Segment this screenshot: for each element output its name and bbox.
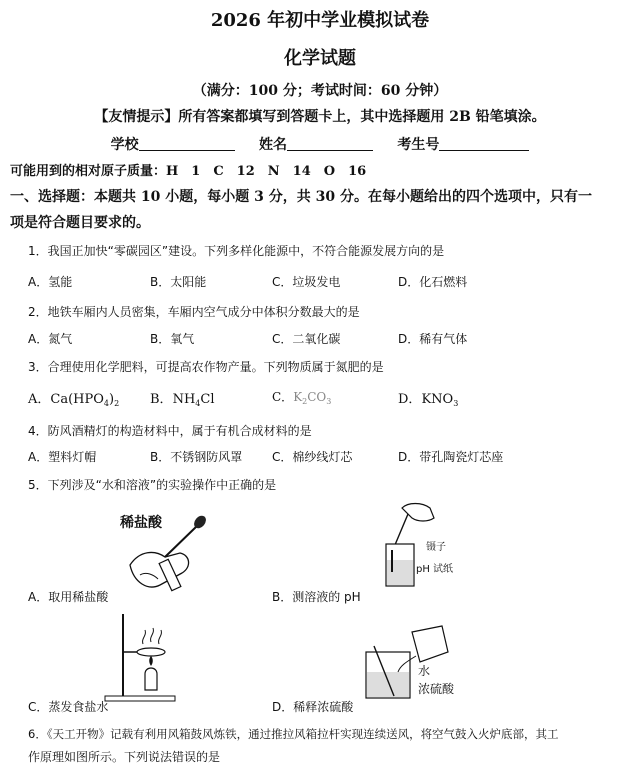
- q3-option-a: A．$Ca(HPO_4)_2$: [28, 392, 120, 408]
- steam-lines: [143, 628, 162, 644]
- q6-stem-line1: 6．《天工开物》记载有利用风箱鼓风炼铁，通过推拉风箱拉杆实现连续送风，将空气鼓入火炉底部，其工: [28, 727, 559, 741]
- figure-b-tag1: 镊子: [426, 542, 446, 553]
- figure-c-caption: C．蒸发食盐水: [28, 700, 109, 714]
- atomic-masses: 可能用到的相对原子质量：H 1 C 12 N 14 O 16: [10, 164, 367, 179]
- q4-option-d: D．带孔陶瓷灯芯座: [398, 450, 504, 464]
- figure-d-tag1: 水: [418, 664, 431, 678]
- q4-option-c: C．棉纱线灯芯: [272, 450, 353, 464]
- exam-meta: （满分：100 分；考试时间：60 分钟）: [192, 83, 448, 99]
- section1-line2: 项是符合题目要求的。: [10, 215, 150, 231]
- q2-option-c: C．二氧化碳: [272, 332, 341, 346]
- q1-option-b: B．太阳能: [150, 275, 207, 289]
- exam-subject: 化学试题: [284, 48, 356, 69]
- q1-option-d: D．化石燃料: [398, 275, 468, 289]
- figure-a-tag: 稀盐酸: [120, 515, 162, 531]
- alcohol-lamp: [145, 668, 157, 690]
- q4-option-a: A．塑料灯帽: [28, 450, 97, 464]
- q5-stem: 5．下列涉及“水和溶液”的实验操作中正确的是: [28, 478, 277, 492]
- name-blank: [287, 136, 373, 151]
- q4-stem: 4．防风酒精灯的构造材料中，属于有机合成材料的是: [28, 424, 312, 438]
- q2-option-d: D．稀有气体: [398, 332, 468, 346]
- evaporating-dish: [137, 648, 165, 656]
- q3-option-c: C．$K_2CO_3$: [272, 390, 332, 406]
- figure-c-evaporation: [95, 608, 185, 703]
- hand-shape: [130, 552, 189, 586]
- q1-stem: 1．我国正加快“零碳园区”建设。下列多样化能源中，不符合能源发展方向的是: [28, 244, 445, 258]
- q2-option-a: A．氮气: [28, 332, 73, 346]
- student-fields: [0, 134, 640, 154]
- q3-option-d: D．$KNO_3$: [398, 392, 459, 408]
- flame: [149, 656, 153, 666]
- pouring-beaker: [412, 626, 448, 662]
- solution: [387, 560, 413, 585]
- stand-base: [105, 696, 175, 701]
- number-blank: [439, 136, 529, 151]
- q1-option-c: C．垃圾发电: [272, 275, 341, 289]
- q2-stem: 2．地铁车厢内人员密集，车厢内空气成分中体积分数最大的是: [28, 305, 360, 319]
- notice-text: 所有答案都填写到答题卡上，其中选择题用 2B 铅笔填涂。: [178, 109, 546, 125]
- notice-label: 【友情提示】: [94, 109, 179, 125]
- q3-option-b: B．$NH_4Cl$: [150, 392, 215, 408]
- figure-b-caption: B．测溶液的 pH: [272, 590, 361, 604]
- section1-line1: 一、选择题：本题共 10 小题，每小题 3 分，共 30 分。在每小题给出的四个选项中，只有一: [10, 189, 592, 205]
- figure-d-caption: D．稀释浓硫酸: [272, 700, 354, 714]
- figure-a-caption: A．取用稀盐酸: [28, 590, 109, 604]
- figure-d-tag2: 浓硫酸: [418, 682, 455, 696]
- acid-liquid: [367, 672, 409, 697]
- school-label: 学校: [110, 137, 139, 153]
- figure-b-tag2: pH 试纸: [416, 564, 454, 575]
- q3-stem: 3．合理使用化学肥料，可提高农作物产量。下列物质属于氮肥的是: [28, 360, 384, 374]
- number-label: 考生号: [397, 137, 440, 153]
- exam-notice: [0, 106, 640, 126]
- q6-stem-line2: 作原理如图所示。下列说法错误的是: [28, 750, 221, 764]
- q1-option-a: A．氢能: [28, 275, 73, 289]
- school-blank: [139, 136, 235, 151]
- exam-title: 2026 年初中学业模拟试卷: [210, 10, 430, 31]
- name-label: 姓名: [259, 137, 287, 153]
- q2-option-b: B．氧气: [150, 332, 195, 346]
- dropper-stem: [165, 525, 198, 557]
- q4-option-b: B．不锈钢防风罩: [150, 450, 243, 464]
